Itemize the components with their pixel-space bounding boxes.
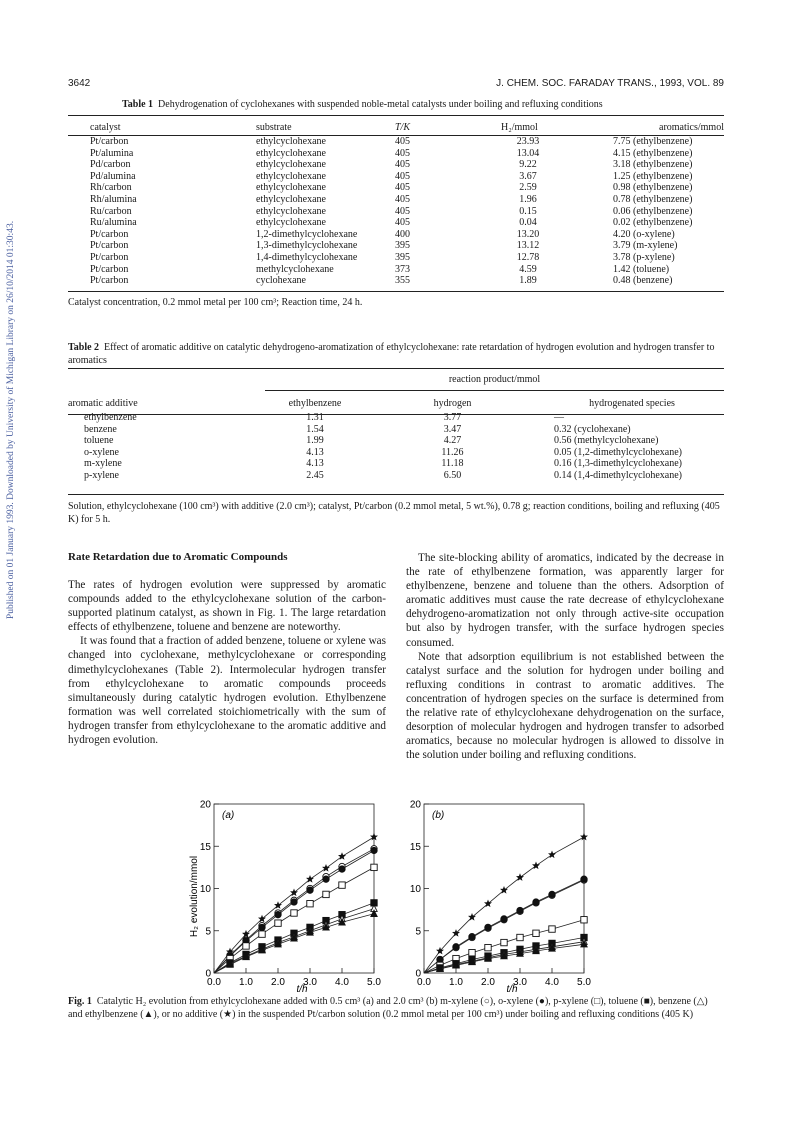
table1-header-substrate: substrate [256,121,292,133]
table2-header-hydrogen: hydrogen [433,397,472,409]
table1-cell: 3.18 (ethylbenzene) [613,159,693,171]
x-tick-label: 2.0 [481,977,495,988]
table1-cell: Pt/carbon [90,240,129,252]
data-point [549,891,555,897]
table1-cell: 7.75 (ethylbenzene) [613,136,693,147]
data-point [307,887,313,893]
table2-caption-text: Effect of aromatic additive on catalytic dehydrogeno-aromatization of ethylcyclohexane: rate retardation of hydrogen evolution and hydrogen transfer to aromatics [68,342,715,366]
y-tick-label: 5 [205,926,211,938]
table1-cell: 1,3-dimethylcyclohexane [256,240,358,252]
table1-row [68,182,724,194]
table1-cell: 0.98 (ethylbenzene) [613,182,693,194]
table1-cell: Pt/carbon [90,251,129,263]
table2-bottom-rule [68,494,724,495]
x-tick-label: 4.0 [545,977,559,988]
table1-header-temperature: T/K [395,121,411,133]
table1-header-aromatics: aromatics/mmol [659,121,724,133]
table1-cell: 13.04 [516,147,540,159]
data-point [275,911,281,917]
data-point [581,876,587,882]
table2-cell: 0.05 (1,2-dimethylcyclohexane) [554,446,683,458]
table2-header-ethylbenzene: ethylbenzene [288,397,342,409]
x-tick-label: 3.0 [303,977,317,988]
table1-cell: 13.12 [516,240,540,252]
y-tick-label: 5 [415,926,421,938]
table2-header-rule [68,414,724,415]
table1-cell: Pt/carbon [90,275,129,287]
table1-cell: ethylcyclohexane [256,205,326,217]
page-number: 3642 [68,78,91,89]
table1-cell: ethylcyclohexane [256,182,326,194]
data-point [501,939,507,945]
table2-cell: 1.99 [306,435,324,447]
table1-cell: Ru/alumina [90,217,137,229]
table1-cell: 373 [395,263,410,275]
table1-cell: 0.15 [519,205,537,217]
right-paragraph-2: Note that adsorption equilibrium is not established between the catalyst surface and the solution for hydrogen under boiling and refluxing conditions in contrast to aromatic additives. The concentration of hydrogen species on the surface is determined from the relative rate of ethylcyclohexane dehydrogenation on the surface, desorption of molecular hydrogen and hydrogen transfer to adsorbed aromatics, because no molecular hydrogen is allowed to dissolve in the solution under boiling and refluxing conditions. [406,650,724,762]
y-axis-label: H₂ evolution/mmol [189,855,200,938]
left-paragraph-2: It was found that a fraction of added benzene, toluene or xylene was changed into cyclohexane, methylcyclohexane or corresponding dimethylcyclohexanes (Table 2). Intermolecular hydrogen transfer from ethylcyclohexane to aromatic compounds proceeds simultaneously during catalytic hydrogen evolution. Ethylbenzene formation was well correlated stoichiometrically with the sum of hydrogen transfer from ethylcyclohexane to the aromatic additive and hydrogen evolution. [68,635,386,747]
table1-cell: 3.79 (m-xylene) [613,240,678,252]
table2-cell: 1.31 [306,412,324,423]
left-column [68,578,386,747]
table2-cell: 4.13 [306,458,324,470]
table1-cell: Pt/carbon [90,263,129,275]
table1-row [68,194,724,206]
table1-cell: Ru/carbon [90,205,132,217]
table1-cell: 0.78 (ethylbenzene) [613,193,693,205]
table2-cell: 0.32 (cyclohexane) [554,423,631,435]
data-point [275,920,281,926]
x-tick-label: 4.0 [335,977,349,988]
download-watermark-text: Published on 01 January 1993. Downloaded by University of Michigan Library on 26/10/2014 01:30:43. [6,220,16,620]
figure-caption [68,996,724,1021]
table1-cell: 405 [395,205,410,217]
y-tick-label: 15 [409,841,421,853]
table1-row [68,159,724,171]
table2-cell: 1.54 [306,423,324,435]
table1-cell: Rh/carbon [90,182,132,194]
table2-cell: 0.14 (1,4-dimethylcyclohexane) [554,469,683,481]
table1-cell: 405 [395,136,410,147]
table1-cell: ethylcyclohexane [256,217,326,229]
table1-cell: 355 [395,275,410,287]
table1-cell: 3.78 (p-xylene) [613,251,675,263]
table2-row [68,470,724,482]
table1-row [68,240,724,252]
table1-row [68,206,724,218]
table1-cell: 4.59 [519,263,537,275]
x-tick-label: 0.0 [207,977,221,988]
table2-cell: ethylbenzene [84,412,137,423]
y-tick-label: 10 [199,884,211,895]
table2-caption [68,341,724,367]
table2-cell: benzene [84,423,117,435]
data-point [259,931,265,937]
table1-cell: Pt/carbon [90,136,129,147]
table2-cell: 2.45 [306,469,324,481]
table1-cell: 13.20 [516,228,540,240]
table2-cell: 3.47 [443,423,462,435]
table1-label: Table 1 [122,99,154,110]
table1-cell: 405 [395,193,410,205]
table1-cell: 12.78 [516,251,540,263]
data-point [291,899,297,905]
data-point [485,924,491,930]
data-point [259,924,265,930]
table1-cell: ethylcyclohexane [256,170,326,182]
table1-cell: ethylcyclohexane [256,159,326,171]
data-point [371,847,377,853]
data-point [323,891,329,897]
section-heading: Rate Retardation due to Aromatic Compounds [68,551,288,563]
table2-row [68,435,724,447]
table1-cell: 405 [395,147,410,159]
y-tick-label: 15 [199,841,211,853]
series-line [424,920,584,973]
table1-cell: 0.04 [519,217,537,229]
download-watermark [4,140,18,700]
table1-cell: 405 [395,217,410,229]
table1-cell: 0.48 (benzene) [613,275,673,287]
data-point [517,907,523,913]
data-point [323,876,329,882]
table1-header-hydrogen: H₂/mmol [501,121,538,133]
table1-footnote: Catalyst concentration, 0.2 mmol metal per 100 cm³; Reaction time, 24 h. [68,297,363,308]
x-tick-label: 5.0 [367,977,381,988]
table1-cell: cyclohexane [256,275,306,287]
data-point [437,956,443,962]
figure-1 [0,798,792,998]
table1-cell: ethylcyclohexane [256,147,326,159]
table1-cell: ethylcyclohexane [256,136,326,147]
x-tick-label: 1.0 [239,977,253,988]
table2-cell: 0.16 (1,3-dimethylcyclohexane) [554,458,683,470]
table2-cell: — [554,412,564,423]
table1-cell: 1.96 [519,193,537,205]
table1-cell: 9.22 [519,159,537,171]
table2-cell: 4.27 [443,435,462,447]
data-point [549,926,555,932]
table1-row [68,171,724,183]
table2-row [68,447,724,459]
data-point [339,866,345,872]
table1-row [68,148,724,160]
table1-top-rule [68,115,724,116]
figure-caption-label: Fig. 1 [68,996,92,1007]
y-tick-label: 10 [409,884,421,895]
table2-cell: 11.26 [441,446,464,458]
table1-cell: 1.89 [519,275,537,287]
table1-cell: methylcyclohexane [256,263,334,275]
data-point [453,944,459,950]
data-point [517,934,523,940]
table1-cell: 1,2-dimethylcyclohexane [256,228,358,240]
data-point [307,901,313,907]
table1-header-catalyst: catalyst [90,121,121,133]
data-point [485,944,491,950]
table1 [68,119,724,287]
table1-cell: Pd/alumina [90,170,136,182]
table1-caption [122,98,742,111]
x-axis-label: t/h [296,984,308,995]
table2-top-rule [68,368,724,369]
table2-cell: 4.13 [306,446,324,458]
x-tick-label: 2.0 [271,977,285,988]
table2-row [68,424,724,436]
table2-cell: o-xylene [84,446,119,458]
table1-cell: Pt/carbon [90,228,129,240]
table1-caption-text: Dehydrogenation of cyclohexanes with suspended noble-metal catalysts under boiling and refluxing conditions [158,99,603,110]
data-point [533,899,539,905]
table1-cell: Pd/carbon [90,159,131,171]
x-tick-label: 0.0 [417,977,431,988]
table1-row [68,275,724,287]
table2-header-additive: aromatic additive [68,397,138,409]
left-paragraph-1: The rates of hydrogen evolution were suppressed by aromatic compounds added to the ethylcyclohexane solution of the carbon-supported platinum catalyst, as shown in Fig. 1. The large retardation effects of ethylbenzene, toluene and benzene are noteworthy. [68,579,386,634]
table2-cell: 3.77 [443,412,462,423]
table2-cell: 0.56 (methylcyclohexane) [554,435,659,447]
table1-row [68,229,724,241]
table1-cell: 405 [395,182,410,194]
table1-cell: 405 [395,170,410,182]
data-point [291,910,297,916]
table1-cell: 2.59 [519,182,537,194]
data-point [469,950,475,956]
x-tick-label: 5.0 [577,977,591,988]
table1-bottom-rule [68,291,724,292]
x-tick-label: 1.0 [449,977,463,988]
table2-cell: m-xylene [84,458,122,470]
journal-header: J. CHEM. SOC. FARADAY TRANS., 1993, VOL. 89 [496,78,724,89]
table1-cell: 4.15 (ethylbenzene) [613,147,693,159]
table1-cell: 400 [395,228,410,240]
data-point [371,864,377,870]
table2 [68,395,724,482]
table1-header-rule [68,135,724,136]
table1-cell: 23.93 [516,136,540,147]
table2-header-hydrogenated: hydrogenated species [589,397,675,409]
table1-row [68,217,724,229]
right-paragraph-1: The site-blocking ability of aromatics, indicated by the decrease in the rate of ethylbenzene formation, was apparently larger for ethylbenzene, benzene and toluene than the others. Adsorption of aromatic additives must cause the rate decrease of ethylcyclohexane dehydrogeno-aromatization not only through active-site occupation but also by hydrogen transfer, with the surface hydrogen species consumed. [406,552,724,649]
y-tick-label: 0 [205,968,211,980]
right-column [406,551,724,762]
table1-cell: 3.67 [519,170,537,182]
table2-group-rule [265,390,724,391]
data-point [501,916,507,922]
x-axis-label: t/h [506,984,518,995]
data-point [581,917,587,923]
table1-row [68,136,724,148]
panel-label: (a) [222,810,235,821]
y-tick-label: 20 [199,799,211,811]
table2-cell: p-xylene [84,469,119,481]
table2-cell: 11.18 [441,458,464,470]
table1-cell: 1.25 (ethylbenzene) [613,170,693,182]
data-point [243,943,249,949]
table1-cell: ethylcyclohexane [256,193,326,205]
table1-cell: Rh/alumina [90,193,137,205]
table1-row [68,264,724,276]
table1-row [68,252,724,264]
data-point [533,930,539,936]
table1-cell: 4.20 (o-xylene) [613,228,675,240]
x-tick-label: 3.0 [513,977,527,988]
table1-cell: 1.42 (toluene) [613,263,670,275]
table2-label: Table 2 [68,342,100,353]
panel-label: (b) [432,810,445,821]
table2-footnote: Solution, ethylcyclohexane (100 cm³) with additive (2.0 cm³); catalyst, Pt/carbon (0.2 mmol metal, 5 wt.%), 0.78 g; reaction conditions, boiling and refluxing (405 K) for 5 h. [68,501,720,525]
table1-cell: 0.06 (ethylbenzene) [613,205,693,217]
figure-caption-text: Catalytic H₂ evolution from ethylcyclohexane added with 0.5 cm³ (a) and 2.0 cm³ (b) m-xylene (○), o-xylene (●), p-xylene (□), toluene (■), benzene (△) and ethylbenzene (▲), or no additive (★) in the suspended Pt/carbon solution (0.2 mmol metal per 100 cm³) under boiling and refluxing conditions (405 K) [68,996,708,1020]
data-point [469,933,475,939]
table1-cell: 395 [395,251,410,263]
table1-cell: Pt/alumina [90,147,134,159]
table1-cell: 0.02 (ethylbenzene) [613,217,693,229]
y-tick-label: 0 [415,968,421,980]
table1-cell: 405 [395,159,410,171]
table2-cell: toluene [84,435,114,447]
table2-group-header: reaction product/mmol [448,374,541,385]
table2-row [68,458,724,470]
y-tick-label: 20 [409,799,421,811]
data-point [339,882,345,888]
table2-cell: 6.50 [443,469,462,481]
table1-cell: 395 [395,240,410,252]
table1-cell: 1,4-dimethylcyclohexane [256,251,358,263]
